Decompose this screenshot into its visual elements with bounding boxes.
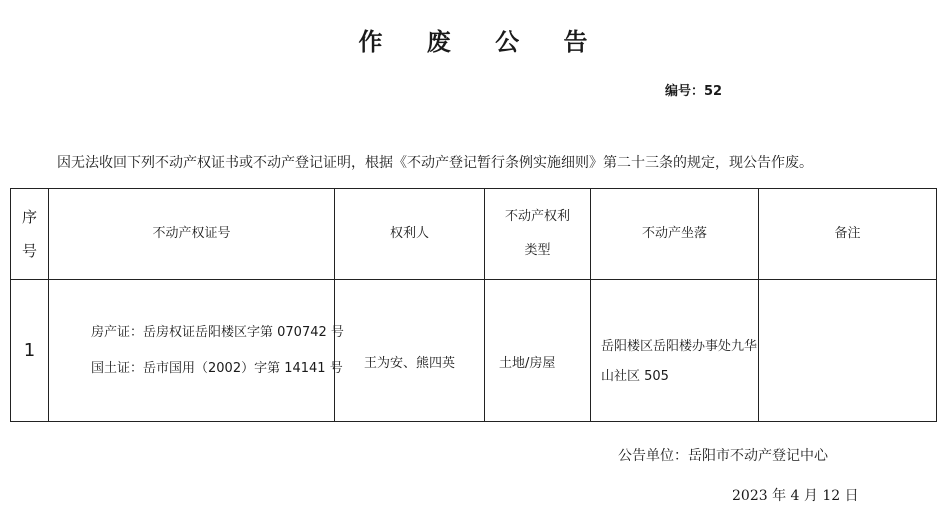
location-line-1: 岳阳楼区岳阳楼办事处九华 <box>601 339 758 354</box>
cell-holder: 王为安、熊四英 <box>335 280 485 422</box>
header-location: 不动产坐落 <box>591 189 759 280</box>
header-seq <box>11 189 49 280</box>
table-row <box>11 280 937 422</box>
cell-location <box>591 280 759 422</box>
intro-paragraph: 因无法收回下列不动产权证书或不动产登记证明，根据《不动产登记暂行条例实施细则》第二十三条的规定，现公告作废。 <box>57 155 813 171</box>
location-line-2: 山社区 505 <box>601 369 669 384</box>
header-seq-line-1: 序 <box>21 208 37 226</box>
cell-note <box>759 280 937 422</box>
cell-seq: 1 <box>11 280 49 422</box>
header-type-line-1: 不动产权利 <box>504 209 570 224</box>
cell-type: 土地/房屋 <box>485 280 591 422</box>
page-title: 作 废 公 告 <box>358 28 606 56</box>
announcement-number: 编号：52 <box>665 84 723 99</box>
header-seq-line-2: 号 <box>21 242 37 260</box>
void-certificate-table <box>10 188 937 422</box>
cert-line-house: 房产证：岳房权证岳阳楼区字第 070742 号 <box>91 324 344 340</box>
issue-date: 2023 年 4 月 12 日 <box>732 488 859 504</box>
table-header-row <box>11 189 937 280</box>
cell-cert <box>49 280 344 422</box>
header-type-line-2: 类型 <box>524 243 551 258</box>
header-note: 备注 <box>759 189 937 280</box>
cert-line-land: 国土证：岳市国用（2002）字第 14141 号 <box>91 360 343 376</box>
header-type <box>485 189 591 280</box>
header-cert: 不动产权证号 <box>49 189 335 280</box>
issuer-line: 公告单位：岳阳市不动产登记中心 <box>618 448 828 464</box>
header-holder: 权利人 <box>335 189 485 280</box>
